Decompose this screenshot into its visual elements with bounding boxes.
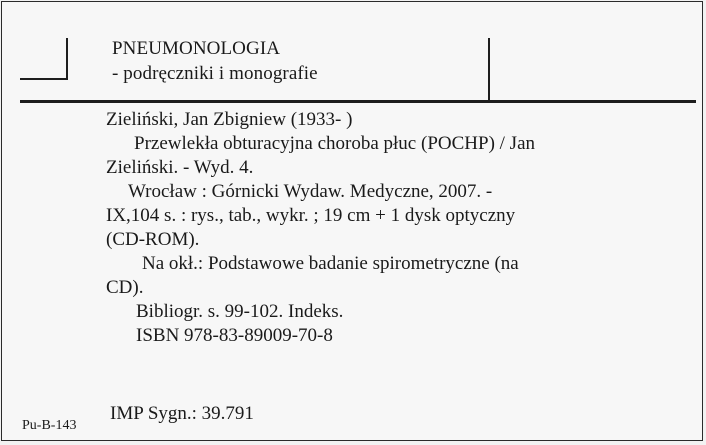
note-line-1: Na okł.: Podstawowe badanie spirometryczne (na (142, 253, 519, 274)
isbn-line: ISBN 978-83-89009-70-8 (136, 325, 333, 346)
title-line-1: Przewlekła obturacyjna choroba płuc (POCHP) / Jan (134, 133, 536, 154)
shelfmark-label: Pu-B-143 (22, 418, 77, 433)
header-divider-horizontal (20, 100, 696, 103)
subject-heading-block (112, 36, 318, 86)
header-divider-vertical (488, 38, 490, 100)
catalog-card (1, 1, 703, 441)
extent-line-2: (CD-ROM). (106, 229, 200, 250)
title-line-2: Zieliński. - Wyd. 4. (106, 157, 254, 178)
card-corner-mark (20, 38, 68, 80)
author-line: Zieliński, Jan Zbigniew (1933- ) (106, 109, 353, 130)
bibliographic-entry (106, 108, 606, 348)
subject-subheading: - podręczniki i monografie (112, 63, 318, 84)
imprint-line: Wrocław : Górnicki Wydaw. Medyczne, 2007. - (128, 181, 493, 202)
extent-line-1: IX,104 s. : rys., tab., wykr. ; 19 cm + 1 dysk optyczny (106, 205, 516, 226)
bibliography-note: Bibliogr. s. 99-102. Indeks. (136, 301, 344, 322)
call-number: IMP Sygn.: 39.791 (110, 403, 254, 424)
subject-heading: PNEUMONOLOGIA (112, 38, 281, 59)
note-line-2: CD). (106, 277, 144, 298)
